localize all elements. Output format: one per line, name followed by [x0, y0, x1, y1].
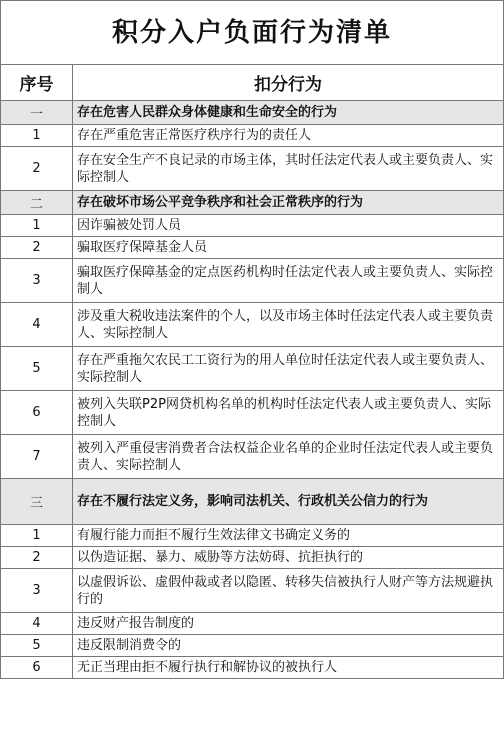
- section-row: [1, 191, 504, 215]
- section-heading: 存在不履行法定义务，影响司法机关、行政机关公信力的行为: [73, 479, 504, 525]
- item-number: 2: [1, 147, 73, 191]
- section-heading: 存在破坏市场公平竞争秩序和社会正常秩序的行为: [73, 191, 504, 215]
- section-number: 二: [1, 191, 73, 215]
- item-text: 以虚假诉讼、虚假仲裁或者以隐匿、转移失信被执行人财产等方法规避执行的: [73, 569, 504, 613]
- page-title: 积分入户负面行为清单: [0, 0, 504, 64]
- item-text: 因诈骗被处罚人员: [73, 215, 504, 237]
- table-row: [1, 657, 504, 679]
- table-row: [1, 147, 504, 191]
- table-row: [1, 237, 504, 259]
- table-header-row: [1, 65, 504, 101]
- table-row: [1, 635, 504, 657]
- item-number: 5: [1, 347, 73, 391]
- section-heading: 存在危害人民群众身体健康和生命安全的行为: [73, 101, 504, 125]
- item-text: 被列入失联P2P网贷机构名单的机构时任法定代表人或主要负责人、实际控制人: [73, 391, 504, 435]
- item-number: 3: [1, 259, 73, 303]
- behavior-table: [0, 64, 504, 679]
- table-row: [1, 391, 504, 435]
- item-text: 存在安全生产不良记录的市场主体，其时任法定代表人或主要负责人、实际控制人: [73, 147, 504, 191]
- item-text: 存在严重危害正常医疗秩序行为的责任人: [73, 125, 504, 147]
- item-number: 1: [1, 215, 73, 237]
- item-text: 涉及重大税收违法案件的个人，以及市场主体时任法定代表人或主要负责人、实际控制人: [73, 303, 504, 347]
- table-body: [1, 101, 504, 679]
- item-text: 有履行能力而拒不履行生效法律文书确定义务的: [73, 525, 504, 547]
- item-number: 5: [1, 635, 73, 657]
- item-text: 违反财产报告制度的: [73, 613, 504, 635]
- item-text: 以伪造证据、暴力、威胁等方法妨碍、抗拒执行的: [73, 547, 504, 569]
- table-row: [1, 569, 504, 613]
- item-number: 2: [1, 547, 73, 569]
- table-row: [1, 547, 504, 569]
- item-number: 4: [1, 303, 73, 347]
- table-row: [1, 259, 504, 303]
- item-text: 骗取医疗保障基金人员: [73, 237, 504, 259]
- section-number: 一: [1, 101, 73, 125]
- table-row: [1, 435, 504, 479]
- item-number: 7: [1, 435, 73, 479]
- table-row: [1, 613, 504, 635]
- table-row: [1, 303, 504, 347]
- section-row: [1, 101, 504, 125]
- item-text: 存在严重拖欠农民工工资行为的用人单位时任法定代表人或主要负责人、实际控制人: [73, 347, 504, 391]
- item-number: 6: [1, 657, 73, 679]
- item-text: 无正当理由拒不履行执行和解协议的被执行人: [73, 657, 504, 679]
- table-row: [1, 125, 504, 147]
- item-number: 3: [1, 569, 73, 613]
- item-number: 6: [1, 391, 73, 435]
- section-number: 三: [1, 479, 73, 525]
- item-number: 1: [1, 125, 73, 147]
- table-row: [1, 347, 504, 391]
- table-row: [1, 525, 504, 547]
- table-row: [1, 215, 504, 237]
- item-number: 2: [1, 237, 73, 259]
- header-seq: 序号: [1, 65, 73, 101]
- item-number: 4: [1, 613, 73, 635]
- header-behavior: 扣分行为: [73, 65, 504, 101]
- item-text: 被列入严重侵害消费者合法权益企业名单的企业时任法定代表人或主要负责人、实际控制人: [73, 435, 504, 479]
- section-row: [1, 479, 504, 525]
- item-text: 骗取医疗保障基金的定点医药机构时任法定代表人或主要负责人、实际控制人: [73, 259, 504, 303]
- item-number: 1: [1, 525, 73, 547]
- item-text: 违反限制消费令的: [73, 635, 504, 657]
